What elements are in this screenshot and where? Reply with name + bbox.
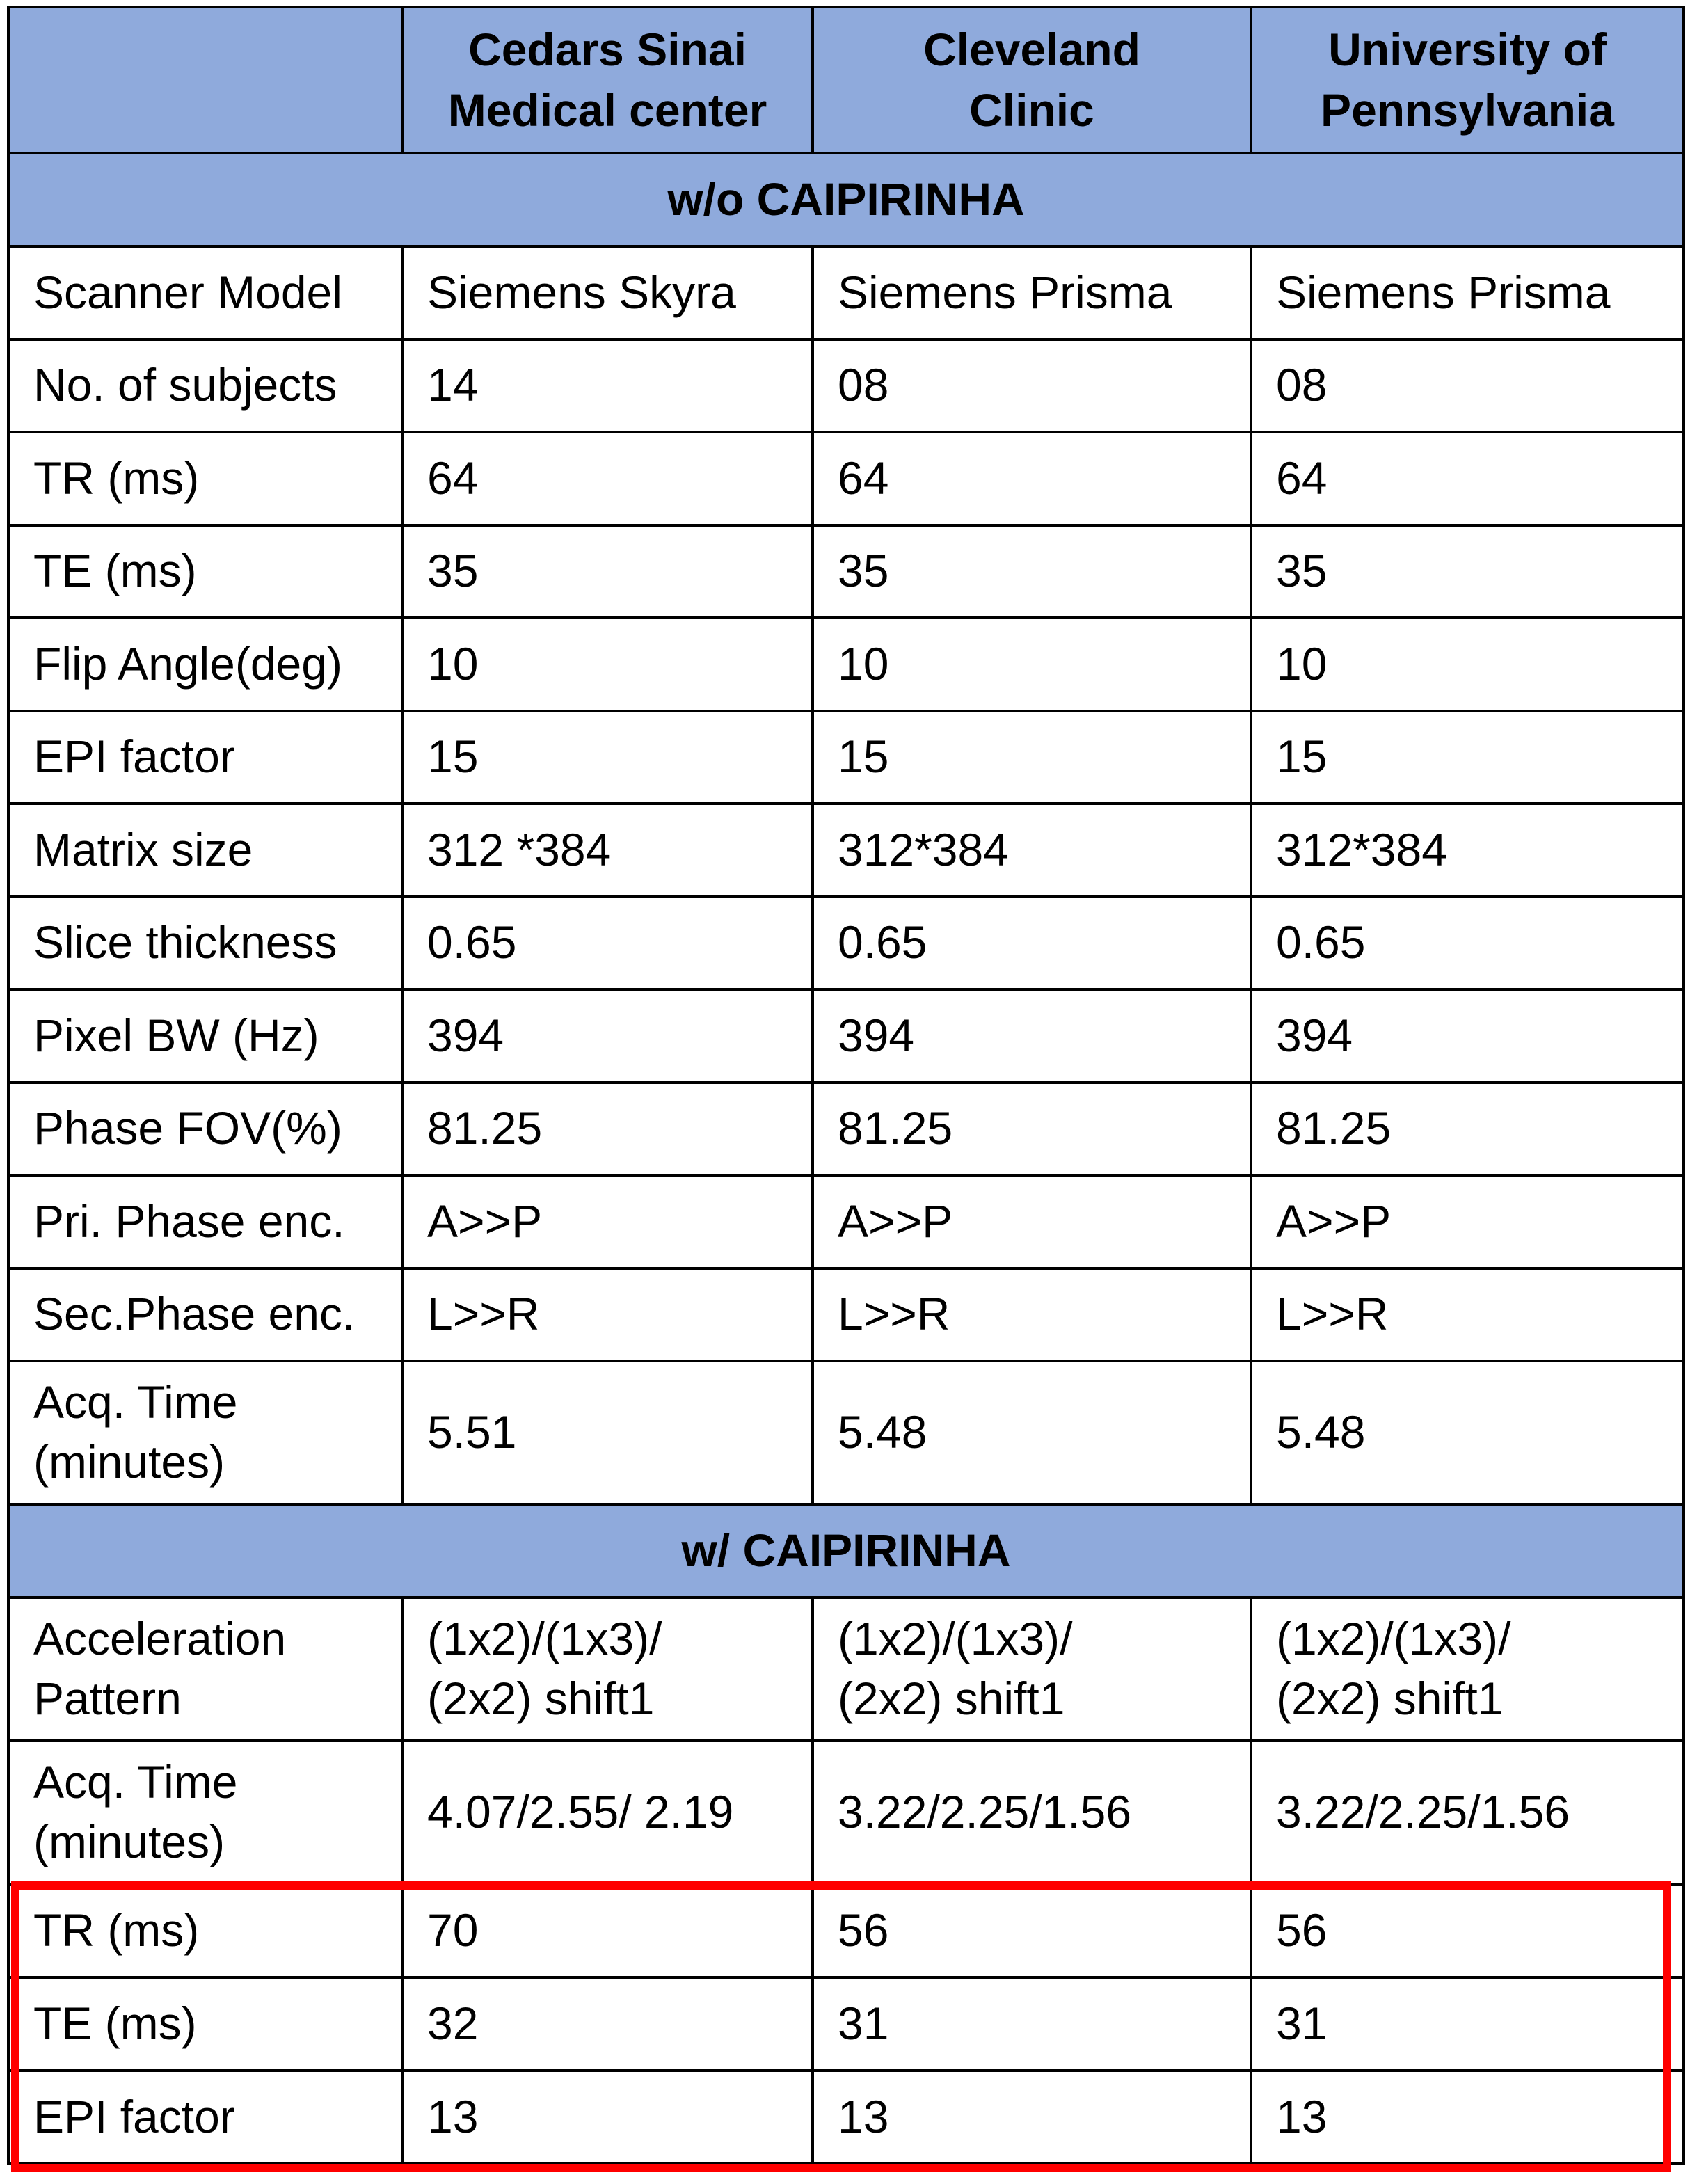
cell-value: Siemens Prisma — [1251, 246, 1684, 340]
row-label: Pixel BW (Hz) — [8, 989, 402, 1083]
protocol-table-container — [7, 6, 1682, 2165]
row-label: Pri. Phase enc. — [8, 1175, 402, 1268]
cell-value: A>>P — [402, 1175, 813, 1268]
cell-value: 10 — [1251, 618, 1684, 711]
cell-value: 31 — [813, 1977, 1251, 2071]
section-with-caipirinha — [8, 1504, 1684, 1597]
cell-value: 13 — [813, 2071, 1251, 2164]
cell-value: 64 — [813, 432, 1251, 525]
row-label: Flip Angle(deg) — [8, 618, 402, 711]
table-row — [8, 2071, 1684, 2164]
header-cedars-sinai: Cedars Sinai Medical center — [402, 7, 813, 153]
cell-value: 81.25 — [402, 1083, 813, 1176]
cell-value: 35 — [402, 525, 813, 619]
header-upenn: University of Pennsylvania — [1251, 7, 1684, 153]
row-label: No. of subjects — [8, 340, 402, 433]
cell-value: 3.22/2.25/1.56 — [813, 1741, 1251, 1884]
cell-value: 5.48 — [1251, 1361, 1684, 1504]
cell-value: (1x2)/(1x3)/ (2x2) shift1 — [813, 1597, 1251, 1741]
cell-value: (1x2)/(1x3)/ (2x2) shift1 — [402, 1597, 813, 1741]
cell-value: Siemens Skyra — [402, 246, 813, 340]
row-label: Sec.Phase enc. — [8, 1268, 402, 1362]
cell-value: 81.25 — [1251, 1083, 1684, 1176]
cell-value: 56 — [813, 1884, 1251, 1977]
cell-value: 5.48 — [813, 1361, 1251, 1504]
cell-value: 08 — [813, 340, 1251, 433]
cell-value: 15 — [1251, 711, 1684, 804]
table-row — [8, 1083, 1684, 1176]
cell-value: 10 — [813, 618, 1251, 711]
acceleration-pattern-label: Acceleration Pattern — [8, 1597, 402, 1741]
cell-value: L>>R — [402, 1268, 813, 1362]
row-label: Matrix size — [8, 804, 402, 897]
cell-value: L>>R — [1251, 1268, 1684, 1362]
cell-value: 15 — [813, 711, 1251, 804]
cell-value: 08 — [1251, 340, 1684, 433]
cell-value: 0.65 — [1251, 897, 1684, 990]
row-label: EPI factor — [8, 711, 402, 804]
row-label: TE (ms) — [8, 1977, 402, 2071]
row-label: TR (ms) — [8, 432, 402, 525]
table-row — [8, 1175, 1684, 1268]
table-row — [8, 246, 1684, 340]
table-row — [8, 618, 1684, 711]
table-row — [8, 897, 1684, 990]
cell-value: 64 — [402, 432, 813, 525]
row-label: Phase FOV(%) — [8, 1083, 402, 1176]
header-row — [8, 7, 1684, 153]
cell-value: Siemens Prisma — [813, 246, 1251, 340]
section-title: w/ CAIPIRINHA — [8, 1504, 1684, 1597]
cell-value: 312*384 — [813, 804, 1251, 897]
cell-value: 394 — [1251, 989, 1684, 1083]
protocol-table — [7, 6, 1685, 2165]
table-row — [8, 1884, 1684, 1977]
cell-value: 10 — [402, 618, 813, 711]
table-row — [8, 1268, 1684, 1362]
cell-value: 32 — [402, 1977, 813, 2071]
cell-value: 35 — [813, 525, 1251, 619]
cell-value: 13 — [1251, 2071, 1684, 2164]
cell-value: 394 — [402, 989, 813, 1083]
table-row — [8, 989, 1684, 1083]
acq-time-label: Acq. Time (minutes) — [8, 1741, 402, 1884]
table-row — [8, 340, 1684, 433]
table-row — [8, 1597, 1684, 1741]
cell-value: 56 — [1251, 1884, 1684, 1977]
cell-value: 312*384 — [1251, 804, 1684, 897]
cell-value: 4.07/2.55/ 2.19 — [402, 1741, 813, 1884]
section-title: w/o CAIPIRINHA — [8, 153, 1684, 246]
cell-value: 0.65 — [402, 897, 813, 990]
cell-value: 15 — [402, 711, 813, 804]
cell-value: 394 — [813, 989, 1251, 1083]
header-corner-cell — [8, 7, 402, 153]
table-row — [8, 1977, 1684, 2071]
cell-value: 14 — [402, 340, 813, 433]
acq-time-label: Acq. Time (minutes) — [8, 1361, 402, 1504]
cell-value: 0.65 — [813, 897, 1251, 990]
cell-value: 64 — [1251, 432, 1684, 525]
row-label: Slice thickness — [8, 897, 402, 990]
row-label: TE (ms) — [8, 525, 402, 619]
cell-value: 5.51 — [402, 1361, 813, 1504]
cell-value: 312 *384 — [402, 804, 813, 897]
row-label: Scanner Model — [8, 246, 402, 340]
cell-value: L>>R — [813, 1268, 1251, 1362]
cell-value: 70 — [402, 1884, 813, 1977]
table-row — [8, 1741, 1684, 1884]
row-label: EPI factor — [8, 2071, 402, 2164]
cell-value: A>>P — [1251, 1175, 1684, 1268]
table-row — [8, 525, 1684, 619]
row-label: TR (ms) — [8, 1884, 402, 1977]
table-row — [8, 804, 1684, 897]
cell-value: A>>P — [813, 1175, 1251, 1268]
cell-value: 3.22/2.25/1.56 — [1251, 1741, 1684, 1884]
cell-value: 13 — [402, 2071, 813, 2164]
table-row — [8, 432, 1684, 525]
section-without-caipirinha — [8, 153, 1684, 246]
table-row — [8, 1361, 1684, 1504]
cell-value: 35 — [1251, 525, 1684, 619]
cell-value: 31 — [1251, 1977, 1684, 2071]
header-cleveland-clinic: Cleveland Clinic — [813, 7, 1251, 153]
table-row — [8, 711, 1684, 804]
cell-value: (1x2)/(1x3)/ (2x2) shift1 — [1251, 1597, 1684, 1741]
cell-value: 81.25 — [813, 1083, 1251, 1176]
